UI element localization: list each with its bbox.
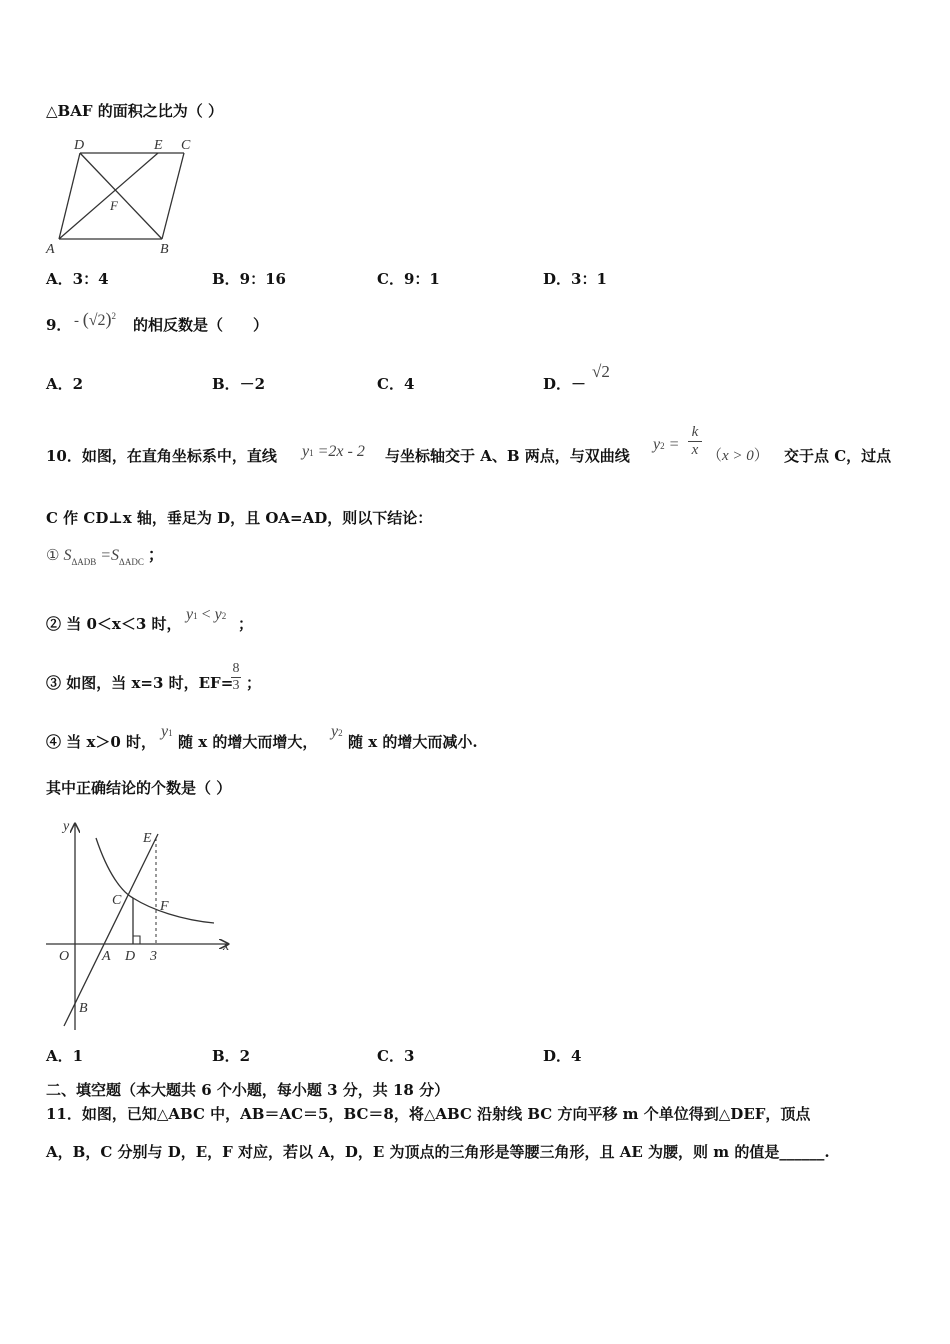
q9-expr-open: ( [82, 309, 89, 329]
q10-conclusion-2-text: ② 当 0＜x＜3 时， [46, 615, 182, 633]
q8-option-a: A．3：4 [46, 270, 109, 288]
q10-option-d: D．4 [543, 1047, 582, 1065]
q10-c2-end: ； [238, 615, 254, 633]
q10-line1-prefix: 10．如图，在直角坐标系中，直线 [46, 447, 277, 465]
segment-ae [59, 153, 158, 239]
line-y1 [64, 834, 158, 1026]
q10-c4-y1-expr [161, 724, 173, 740]
q10-line-y: y [302, 443, 310, 460]
q10-option-a: A．1 [46, 1047, 84, 1065]
q10-conclusion-4-part3: 随 x 的增大而减小. [348, 733, 478, 751]
q9-option-c: C．4 [377, 375, 415, 393]
q10-c4-y2-expr [331, 724, 343, 740]
edge-ad [59, 153, 80, 239]
label-d: D [125, 949, 136, 964]
q10-c1-end: ； [147, 547, 164, 564]
hyperbola-y2 [96, 838, 214, 923]
q10-hyp-den: x [691, 442, 699, 458]
q10-hyp-sub: 2 [660, 441, 665, 451]
label-c: C [112, 893, 122, 908]
section-2-title: 二、填空题（本大题共 6 个小题，每小题 3 分，共 18 分） [46, 1081, 450, 1099]
q10-c4-sub2: 2 [338, 728, 343, 738]
q10-coordinate-graph [42, 816, 242, 1036]
label-b: B [160, 242, 169, 256]
q11-line1: 11．如图，已知△ABC 中，AB＝AC＝5，BC＝8，将△ABC 沿射线 BC 方向平移 m 个单位得到△DEF，顶点 [46, 1105, 811, 1123]
q8-parallelogram-figure [44, 136, 214, 256]
q10-line1-mid: 与坐标轴交于 A、B 两点，与双曲线 [385, 447, 630, 465]
q10-c1-s: S [63, 547, 72, 564]
q10-c3-end: ； [246, 674, 262, 692]
label-a: A [46, 242, 55, 256]
q10-c3-num: 8 [232, 661, 240, 676]
label-e: E [154, 138, 163, 153]
q9-option-d-root: √2 [592, 362, 610, 381]
q8-option-d: D．3：1 [543, 270, 607, 288]
q9-option-d: D．－ [543, 375, 587, 393]
label-a: A [102, 949, 111, 964]
q10-line-rhs: =2x - 2 [317, 443, 365, 460]
q8-stem: △BAF 的面积之比为（ ） [46, 102, 223, 120]
q10-conclusion-1 [46, 547, 164, 567]
q10-option-b: B．2 [212, 1047, 251, 1065]
q10-hyp-fraction [688, 425, 702, 458]
label-x: x [223, 939, 230, 954]
q10-c1-sub2: ΔADC [119, 557, 144, 567]
q10-cond-expr: x > 0 [722, 448, 754, 464]
q10-c2-y1: y [186, 606, 194, 623]
label-f: F [110, 198, 118, 213]
right-angle-mark [133, 936, 140, 944]
q10-c4-y1: y [161, 723, 169, 740]
label-f: F [160, 899, 169, 914]
q10-c1-sub1: ΔADB [71, 557, 97, 567]
q10-line-equation [302, 444, 365, 460]
q10-conclusion-2-expr [186, 607, 226, 623]
q10-c2-lt: < [201, 606, 211, 623]
q9-expr-close: ) [105, 309, 112, 329]
q10-hyp-lhs [653, 437, 679, 453]
q9-expr-exp: 2 [111, 311, 117, 321]
q8-option-c: C．9：1 [377, 270, 440, 288]
q9-number: 9． [46, 316, 72, 334]
q10-conclusion-4-part1: ④ 当 x＞0 时， [46, 733, 157, 751]
q9-expr-root: √2 [88, 312, 106, 329]
q9-expr-sign: - [74, 313, 79, 329]
q10-cond-close: ） [753, 448, 769, 464]
diagonal-db [80, 153, 162, 239]
q10-c1-eq: =S [100, 547, 120, 564]
q10-hyp-y: y [653, 436, 661, 453]
label-three: 3 [150, 949, 157, 964]
q9-expression [74, 310, 116, 329]
q10-hyp-eq: = [668, 436, 680, 453]
q10-question: 其中正确结论的个数是（ ） [46, 779, 232, 797]
q10-c1-mark: ① [46, 548, 60, 564]
q10-c3-fraction [231, 662, 241, 693]
label-c: C [181, 138, 191, 153]
edge-cb [162, 153, 184, 239]
q10-condition [707, 449, 769, 464]
q10-c2-sub1: 1 [193, 611, 198, 621]
label-d: D [74, 138, 85, 153]
q10-hyp-num: k [691, 424, 699, 440]
q8-option-b: B．9：16 [212, 270, 286, 288]
q9-option-a: A．2 [46, 375, 84, 393]
q10-c4-y2: y [331, 723, 339, 740]
q11-line2: A，B，C 分别与 D，E，F 对应，若以 A，D，E 为顶点的三角形是等腰三角形，且 AE 为腰，则 m 的值是______. [46, 1143, 830, 1161]
q10-line1-suffix: 交于点 C，过点 [784, 447, 892, 465]
q9-option-b: B．－2 [212, 375, 266, 393]
q10-line-sub: 1 [309, 448, 314, 458]
label-o: O [59, 949, 70, 964]
q10-cond-open: （ [707, 448, 723, 464]
q10-c4-sub1: 1 [168, 728, 173, 738]
q10-c2-y2: y [214, 606, 222, 623]
q10-c3-den: 3 [232, 678, 240, 693]
label-y: y [63, 819, 70, 834]
q10-option-c: C．3 [377, 1047, 415, 1065]
q10-c2-sub2: 2 [221, 611, 227, 621]
q9-stem: 的相反数是（ ） [133, 316, 269, 334]
q10-conclusion-3-text: ③ 如图，当 x=3 时，EF= [46, 674, 234, 692]
q10-line2: C 作 CD⊥x 轴，垂足为 D，且 OA=AD，则以下结论： [46, 509, 433, 527]
label-e: E [143, 831, 152, 846]
label-b: B [79, 1001, 88, 1016]
q10-conclusion-4-part2: 随 x 的增大而增大， [178, 733, 318, 751]
